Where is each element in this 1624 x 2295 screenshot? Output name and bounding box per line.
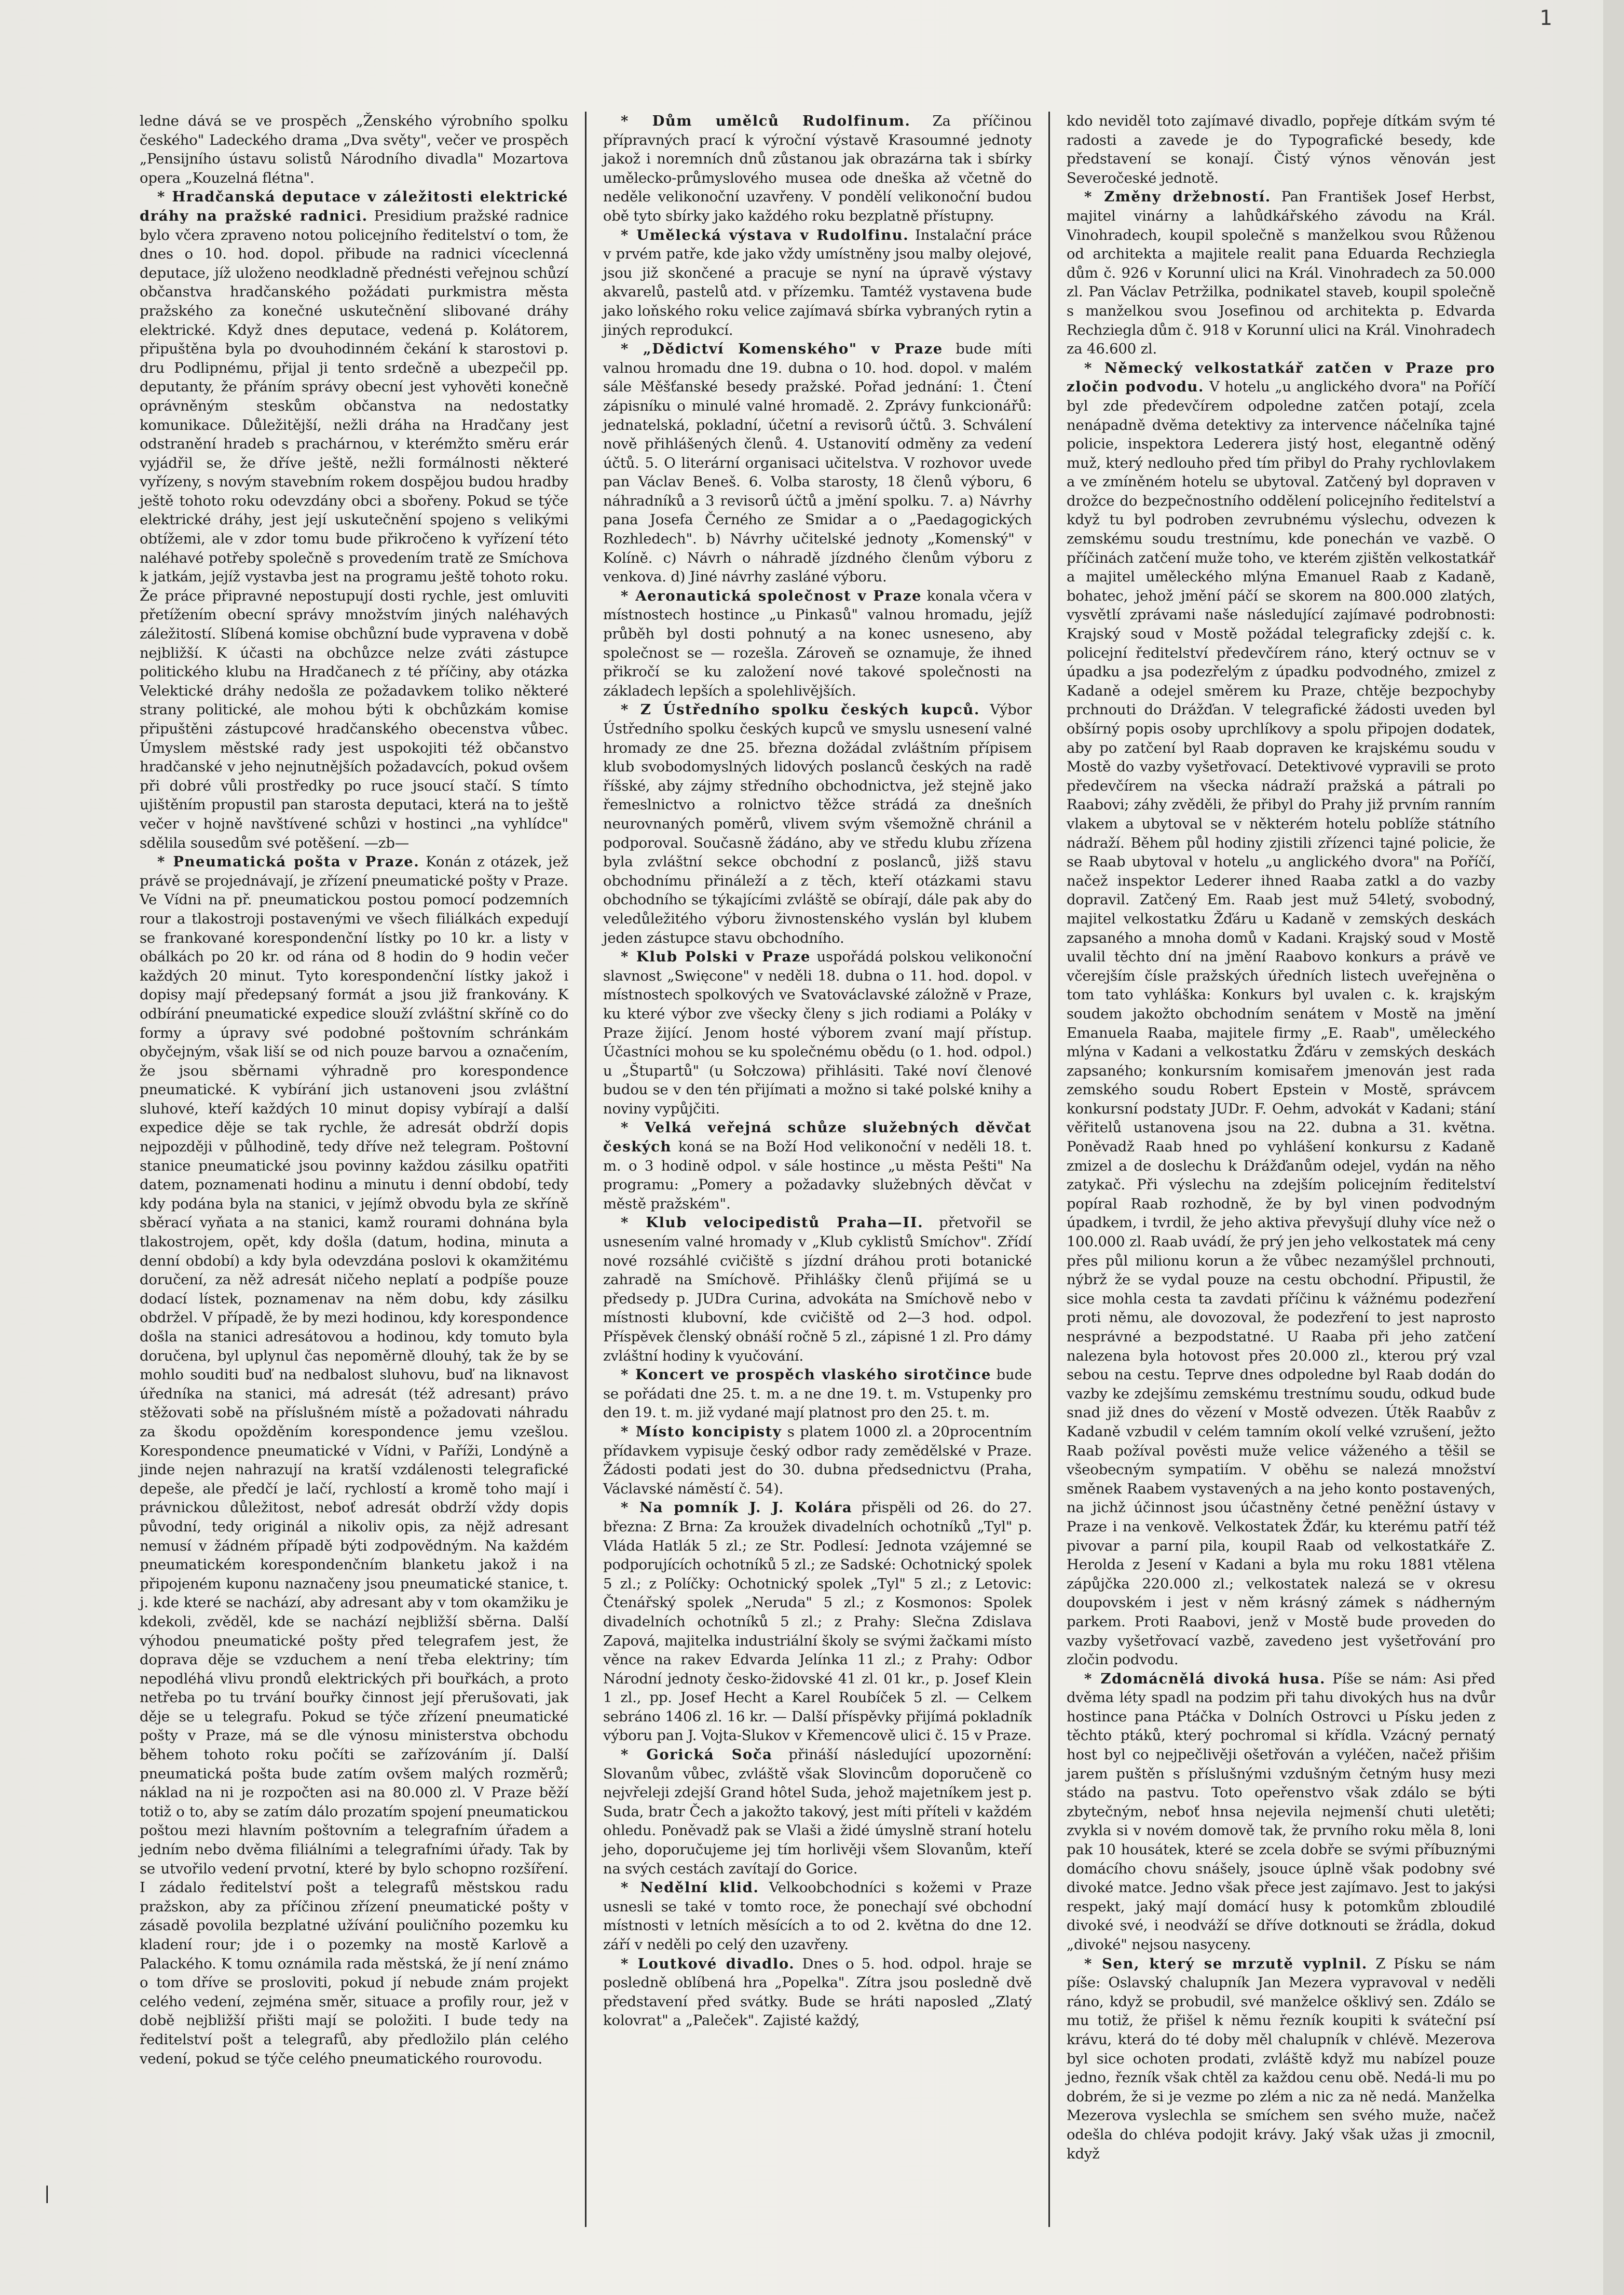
paragraph: * Klub velocipedistů Praha—II. přetvořil se usnesením valné hromady v „Klub cyklistů Smíchov". Zřídí nové rozsáhlé cvičiště s jízdní dráhou proti botanické zahradě na Smíchově. Přihlášky členů přijímá se u předsedy p. JUDra Curina, advokáta na Smíchově nebo v místnosti klubovní, kde cvičiště od 2—3 hod. odpol. Příspěvek členský obnáší ročně 5 zl., zápisné 1 zl. Pro dámy zvláštní hodiny k vyučování. <box>603 1214 1032 1364</box>
paragraph: * Z Ústředního spolku českých kupců. Výbor Ústředního spolku českých kupců ve smyslu usnesení valné hromady ze dne 25. března dožádal zvláštním přípisem klub svobodomyslných lidových poslanců českých na radě říšské, aby zájmy středního obchodnictva, jež stejně jako řemeslnictvo a rolnictvo těžce strádá za dnešních neurovnaných poměrů, vlivem svým všemožně chránil a podporoval. Současně žádáno, aby ve středu klubu zřízena byla zvláštní sekce obchodní z poslanců, jižš stavu obchodnímu přináleží a z těch, kteří otázkami stavu obchodního se týkajícími zvláště se obírají, dále pak aby do veledůležitého výboru živnostenského vyslán byl klubem jeden zástupce stavu obchodního. <box>603 701 1032 946</box>
paragraph: * Aeronautická společnost v Praze konala včera v místnostech hostince „u Pinkasů" valnou hromadu, jejíž průběh byl dosti pohnutý a na konec usneseno, aby společnost se — rozešla. Zároveň se oznamuje, že ihned přikročí se ku založení nové takové společnosti na základech lepších a spolehlivějších. <box>603 587 1032 699</box>
paragraph: * Změny držebností. Pan František Josef Herbst, majitel vinárny a lahůdkářského závodu na Král. Vinohradech, koupil společně s manželkou svou Růženou od architekta a majitele realit pana Eduarda Rechziegla dům č. 926 v Korunní ulici na Král. Vinohradech za 50.000 zl. Pan Václav Petržilka, podnikatel staveb, koupil společně s manželkou svou Josefinou od architekta p. Edvarda Rechziegla dům č. 918 v Korunní ulici na Král. Vinohradech za 46.600 zl. <box>1067 188 1495 358</box>
paragraph: * Zdomácnělá divoká husa. Píše se nám: Asi před dvěma léty spadl na podzim při tahu divokých hus na dvůr hostince pana Ptáčka v Dolních Ostrovci u Písku jeden z těchto ptáků, který pochromal si křídla. Vzácný pernatý host byl co nejpečlivěji ošetřován a vyléčen, načež přišim jarem puštěn s příslušnými vzdušným četným husy mezi stádo na pastvu. Toto opeřenstvo však zdálo se býti zbytečným, neboť hnsa nejevila nejmenší chuti uletěti; zvykla si v novém domově tak, že prvního roku měla 8, loni pak 10 housátek, které se zcela dobře se svými příbuznými domácího chovu snášely, jsouce úplně však podobny své divoké matce. Jedno však přece jest zajímavo. Jest to jakýsi respekt, jaký mají domácí husy k potomkům zbloudilé divoké své, i neodváží se dříve dotknouti se žrádla, dokud „divoké" nejsou nasyceny. <box>1067 1670 1495 1953</box>
column-3 <box>1059 112 1503 2227</box>
paragraph: * Loutkové divadlo. Dnes o 5. hod. odpol. hraje se posledně oblíbená hra „Popelka". Zítra jsou posledně dvě představení před svátky. Bude se hráti naposled „Zlatý kolovrat" a „Paleček". Zajisté každý, <box>603 1955 1032 2029</box>
paragraph: * Klub Polski v Praze uspořádá polskou velikonoční slavnost „Swięcone" v neděli 18. dubna o 11. hod. dopol. v místnostech spolkových ve Svatováclavské záložně v Praze, ku které výbor zve všecky členy s jich rodiami a Poláky v Praze žijící. Jenom hosté výborem zvaní mají přístup. Účastníci mohou se ku společnému obědu (o 1. hod. odpol.) u „Štupartů" (u Sołczowa) přihlásiti. Také noví členové budou se v den tén přijímati a možno si také polské knihy a noviny vypůjčiti. <box>603 948 1032 1117</box>
article-heading: * Sen, který se mrzutě vyplnil. <box>1084 1955 1368 1972</box>
corner-mark: 1 <box>1539 6 1552 30</box>
article-heading: * Klub Polski v Praze <box>621 948 811 966</box>
paragraph: * Na pomník J. J. Kolára přispěli od 26. do 27. března: Z Brna: Za kroužek divadelních ochotníků „Tyl" p. Vláda Hatlák 5 zl.; ze Str. Podlesí: Jednota vzájemné se podporujících ochotníků 5 zl.; ze Sadské: Ochotnický spolek 5 zl.; z Políčky: Ochotnický spolek „Tyl" 5 zl.; z Letovic: Čtenářský spolek „Neruda" 5 zl.; z Kosmonos: Spolek divadelních ochotníků 5 zl.; z Prahy: Slečna Zdislava Zapová, majitelka industriální školy se svými žačkami místo věnce na rakev Edvarda Jelínka 11 zl.; z Prahy: Odbor Národní jednoty česko-židovské 41 zl. 01 kr., p. Josef Klein 1 zl., pp. Josef Hecht a Karel Roubíček 5 zl. — Celkem sebráno 1406 zl. 16 kr. — Další příspěvky přijímá pokladník výboru pan J. Vojta-Slukov v Křemencově ulici č. 15 v Praze. <box>603 1499 1032 1744</box>
paragraph: * Dům umělců Rudolfinum. Za příčinou přípravných prací k výroční výstavě Krasoumné jednoty jakož i noremních dnů zůstanou jak obrazárna tak i sbírky umělecko-průmyslového musea ode dneška až včetně do neděle velikonoční uzavřeny. V pondělí velikonoční budou obě tyto sbírky jako každého roku bezplatně přístupny. <box>603 113 1032 224</box>
article-heading: * Klub velocipedistů Praha—II. <box>621 1214 924 1231</box>
text-columns <box>132 112 1503 2227</box>
paragraph: * Pneumatická pošta v Praze. Konán z otázek, jež právě se projednávají, je zřízení pneumatické pošty v Praze. Ve Vídni na př. pneumatickou postou pomocí podzemních rour a tlakostroji postavenými ve všech filiálkách expedují se frankované korespondenční lístky po 10 kr. a listy v obálkách po 20 kr. od rána od 8 hodin do 9 hodin večer každých 20 minut. Tyto korespondenční lístky jakož i dopisy mají předepsaný formát a jsou již frankovány. K odbírání pneumatické expedice slouží zvláštní skříně co do formy a úpravy své podobné poštovním schránkám obyčejným, však liší se od nich pouze barvou a označením, že jsou sběrnami výhradně pro korespondence pneumatické. K vybírání jich ustanoveni jsou zvláštní sluhové, kteří každých 10 minut dopisy vybírají a další expedice děje se tak rychle, že adresát obdrží dopis nejpozději v půlhodině, tedy dříve než telegram. Poštovní stanice pneumatické jsou povinny každou zásilku opatřiti datem, poznamenati hodinu a minutu i denní období, tedy kdy podána byla na stanici, v jejímž obvodu byla ze skříně sběrací vyňata a na stanici, kamž rourami dohnána byla tlakostrojem, opět, kdy došla (datum, hodina, minuta a denní období) a kdy byla odevzdána poslovi k okamžitému doručení, za něž adresát ničeho neplatí a podpíše pouze dodací lístek, poznamenav na něm dobu, kdy zásilku obdržel. V případě, že by mezi hodinou, kdy korespondence došla na stanici adresátovou a hodinou, kdy tomuto byla doručena, byl uplynul čas nepoměrně dlouhý, tak že by se mohlo souditi buď na nedbalost sluhovu, buď na liknavost úředníka na stanici, má adresát (též adresant) právo stěžovati sobě na příslušném místě a požadovati náhradu za škodu opožděním korespondence jemu vzešlou. Korespondence pneumatické v Vídni, v Paříži, Londýně a jinde nejen nahrazují na kratší vzdálenosti telegrafické depeše, ale předčí je lačí, rychlostí a kromě toho mají i právnickou důležitost, neboť adresát obdrží vždy dopis původní, tedy originál a nikoliv opis, za nějž adresant nemusí v žádném případě býti zodpovědným. Na každém pneumatickém korespondenčním blanketu jakož i na připojeném kuponu naznačeny jsou pneumatické stanice, t. j. kde které se nachází, aby adresant aby v tom okamžiku je kdekoli, zvěděl, kde se nachází nejbližší sběrna. Další výhodou pneumatické pošty před telegrafem jest, že doprava děje se vzduchem a není třeba elektriny; tím nepodléhá vlivu prondů elektrických při bouřkách, a proto netřeba po tu trvání bouřky činnost její přerušovati, jak děje se u telegrafu. Pokud se týče zřízení pneumatické pošty v Praze, má se dle výnosu ministerstva obchodu během tohoto roku počíti se zařízováním jí. Další pneumatická pošta bude zatím ovšem malých rozměrů; náklad na ni je rozpočten asi na 80.000 zl. V Praze běží totiž o to, aby se zatím dálo prozatím spojení pneumatickou poštou mezi hlavním poštovním a telegrafním úřadem a jedním nebo dvěma filiálními a telegrafními úřady. Tak by se utvořilo vedení prvotní, které by bylo schopno rozšíření. I zádalo ředitelství pošt a telegrafů městskou radu pražskon, aby za příčinou zřízení pneumatické pošty v zásadě povolila bezplatné užívání pouličního pozemku ku kladení rour; jde i o pozemky na mostě Karlově a Palackého. K tomu oznámila rada městská, že jí není známo o tom dříve se prosloviti, pokud jí nebude znám projekt celého vedení, zejména směr, situace a profily rour, jež v době nejbližší přišti mají se položiti. I bude tedy na ředitelství pošt a telegrafů, aby předložilo plán celého vedení, pokud se týče celého pneumatického rourovodu. <box>140 853 568 2067</box>
paragraph: * Umělecká výstava v Rudolfinu. Instalační práce v prvém patře, kde jako vždy umístněny jsou malby olejové, jsou již skončené a pracuje se nyní na úpravě výstavy akvarelů, pastelů atd. v přízemku. Tamtéž vystavena bude jako loňského roku velice zajímavá sbírka vybraných rytin a jiných reprodukcí. <box>603 226 1032 338</box>
column-rule <box>1048 112 1050 2227</box>
article-heading: * Umělecká výstava v Rudolfinu. <box>621 226 909 243</box>
paragraph: * Sen, který se mrzutě vyplnil. Z Písku se nám píše: Oslavský chalupník Jan Mezera vypravoval v neděli ráno, když se probudil, své manželce ošklivý sen. Zdálo se mu totiž, že přišel k němu řezník koupiti k sváteční psí krávu, která do té doby měl chalupník v chlévě. Mezerova byl sice ochoten prodati, zvláště když mu nabízel pouze jedno, řezník však chtěl za každou cenu obě. Nedá-li mu po dobrém, že si je vezme po zlém a nic za ně nedá. Manželka Mezerova vyslechla se smíchem sen svého muže, načež odešla do chléva podojit krávy. Jaký však užas ji zmocnil, když <box>1067 1955 1495 2162</box>
paragraph: * Hradčanská deputace v záležitosti elektrické dráhy na pražské radnici. Presidium pražské radnice bylo včera zpraveno notou policejního ředitelství o tom, že dnes o 10. hod. dopol. přibude na radnici víceclenná deputace, jíž uloženo neodkladně přednésti veřejnou schůzí občanstva hradčanského požádati purkmistra města pražského za konečné uskutečnění slibované dráhy elektrické. Když dnes deputace, vedená p. Kolátorem, připuštěna byla po dvouhodinném čekání k starostovi p. dru Podlipnému, přijal ji tento srdečně a ubezpečil pp. deputanty, že přáním správy obecní jest vyhověti konečně oprávněným steskům občanstva na nedostatky komunikace. Důležitější, nežli dráha na Hradčany jest odstranění hradeb s prachárnou, v kterémžto směru erár vyjádřil se, že dříve ještě, nežli formálnosti některé vyřízeny, s novým stavebním rokem dospějou budou hradby ještě tohoto roku odevzdány obci a sbořeny. Pokud se týče elektrické dráhy, jest její uskutečnění spojeno s velikými obtížemi, ale v zdor tomu bude přikročeno k vyřízení této naléhavé potřeby společně s provedením tratě ze Smíchova k jatkám, jejíž vystavba jest na programu ještě tohoto roku. Že práce připravné nepostupují dosti rychle, jest omluviti přetížením obecní správy množstvím jiných naléhavých záležitostí. Slíbená komise obchůzní bude vypravena v době nejbližší. K účasti na obchůzce nelze zváti zástupce politického klubu na Hradčanech z té příčiny, aby otázka Velektické dráhy nedošla ze požadavkem toliko některé strany politické, ale mohou býti k obchůzkám komise připuštěni zástupcové hradčanského obecenstva vůbec. Úmyslem městské rady jest uspokojiti též občanstvo hradčanské v jeho nejnutnějších požadavcích, pokud ovšem při dobré vůli prostředky po ruce jsoucí stačí. S tímto ujištěním propustil pan starosta deputaci, která na to ještě večer v hojně navštívené schůzi v hostinci „na vyhlídce" sdělila sousedům své potěšení. —zb— <box>140 188 568 851</box>
article-heading: * Dům umělců Rudolfinum. <box>621 113 911 129</box>
article-heading: * Zdomácnělá divoká husa. <box>1084 1670 1326 1687</box>
article-heading: * Místo koncipisty <box>621 1423 782 1440</box>
article-heading: * Aeronautická společnost v Praze <box>621 587 922 604</box>
article-heading: * Koncert ve prospěch vlaského sirotčince <box>621 1366 991 1383</box>
paragraph: kdo neviděl toto zajímavé divadlo, popřeje dítkám svým té radosti a zavede je do Typografické besedy, kde představení se konají. Čistý výnos věnován jest Severočeské jednotě. <box>1067 113 1495 186</box>
article-heading: * Nedělní klid. <box>621 1879 759 1896</box>
article-heading: * Loutkové divadlo. <box>621 1955 795 1972</box>
paragraph: * Nedělní klid. Velkoobchodníci s kožemi v Praze usnesli se také v tomto roce, že ponechají své obchodní místnosti v letních měsících a to od 2. května do dne 12. září v neděli po celý den uzavřeny. <box>603 1879 1032 1953</box>
article-heading: * „Dědictví Komenského" v Praze <box>621 341 943 358</box>
paragraph: ledne dává se ve prospěch „Ženského výrobního spolku českého" Ladeckého drama „Dva světy", večer ve prospěch „Pensijního ústavu solistů Národního divadla" Mozartova opera „Kouzelná flétna". <box>140 113 568 186</box>
paragraph: * Gorická Soča přináší následující upozornění: Slovanům vůbec, zvláště však Slovincům doporučeně co nejvřeleji zdejší Grand hôtel Suda, jehož majetníkem jest p. Suda, bratr Čech a jakožto takový, jest míti příteli v každém ohledu. Poněvadž pak se Vlaši a židé úmyslně straní hotelu jeho, doporučujeme jej tím horlivěji všem Slovanům, kteří na svých cestách zavítají do Gorice. <box>603 1746 1032 1877</box>
article-heading: * Z Ústředního spolku českých kupců. <box>621 701 980 718</box>
article-heading: * Hradčanská deputace v záležitosti elektrické dráhy na pražské radnici. <box>140 188 568 224</box>
article-heading: * Změny držebností. <box>1084 188 1271 206</box>
column-rule <box>585 112 586 2227</box>
page-edge-shadow <box>1603 0 1624 2295</box>
article-heading: * Na pomník J. J. Kolára <box>621 1499 853 1516</box>
paragraph: * Velká veřejná schůze služebných děvčat českých koná se na Boží Hod velikonoční v neděli 18. t. m. o 3 hodině odpol. v sále hostince „u města Pešti" Na programu: „Pomery a požadavky služebných děvčat v městě pražském". <box>603 1119 1032 1212</box>
paragraph: * Německý velkostatkář zatčen v Praze pro zločin podvodu. V hotelu „u anglického dvora" na Poříčí byl zde předevčírem odpoledne zatčen potají, zcela nenápadně dvěma detektivy za intervence náčelníka tajné policie, inspektora Lederera jistý host, elegantně oděný muž, který nedlouho před tím přibyl do Prahy rychlovlakem a ve zmíněném hotelu se ubytoval. Zatčený byl dopraven v drožce do bezpečnostního oddělení policejního ředitelství a když tu byl podroben zevrubnému výslechu, odvezen k zemskému soudu trestnímu, kde ponechán ve vazbě. O příčinách zatčení muže toho, ve kterém zjištěn velkostatkář a majitel uměleckého mlýna Emanuel Raab z Kadaně, bohatec, jehož jmění páčí se skorem na 800.000 zlatých, vysvětlí zprávami naše následující zajímavé podrobnosti: Krajský soud v Mostě požádal telegraficky zdejší c. k. policejní ředitelství předevčírem ráno, který octnuv se v úpadku a jsa podezřelým z úpadku podvodného, zmizel z Kadaně a odejel směrem ku Praze, chtěje bezpochyby prchnouti do Drážďan. V telegrafické žádosti uveden byl obšírný popis osoby uprchlíkovy a spolu připojen dodatek, aby po zatčení byl Raab dopraven ke krajskému soudu v Mostě do vazby vyšetřovací. Detektivové vypravili se proto předevčírem na všecka nádraží pražská a pátrali po Raabovi; záhy zvěděli, že přibyl do Prahy již prvním ranním vlakem a ubytoval se v některém hotelu poblíže státního nádraží. Během půl hodiny zjistili zřízenci tajné policie, že se Raab ubytoval v hotelu „u anglického dvora" na Poříčí, načež inspektor Lederer ihned Raaba zatkl a do vazby dopravil. Zatčený Em. Raab jest muž 54letý, svobodný, majitel velkostatku Žďáru u Kadaně v zemských deskách zapsaného a mnoha domů v Kadani. Krajský soud v Mostě uvalil těchto dní na jmění Raabovo konkurs a právě ve včerejším čísle pražských úředních listech uveřejněna o tom tato vyhláška: Konkurs byl uvalen c. k. krajským soudem jakožto obchodním senátem v Mostě na jmění Emanuela Raaba, majitele firmy „E. Raab", uměleckého mlýna v Kadani a velkostatku Žďáru v zemských deskách zapsaného; konkursním komisařem jmenován jest rada zemského soudu Robert Epstein v Mostě, správcem konkursní podstaty JUDr. F. Oehm, advokát v Kadani; stání věřitelů ustanovena jsou na 22. dubna a 31. května. Poněvadž Raab hned po vyhlášení konkursu z Kadaně zmizel a de doslechu k Drážďanům odejel, vydán na něho zatykač. Při výslechu na zdejším policejním ředitelství popíral Raab rozhodně, že by byl vinen podvodným úpadkem, i tvrdil, že jeho aktiva převyšují dluhy více než o 100.000 zl. Raab uvádí, že prý jen jeho velkostatek má ceny přes půl milionu korun a že vůbec nezamýšlel prchnouti, nýbrž že se vydal pouze na cestu obchodní. Připustil, že sice mohla cesta ta zavdati příčinu k vážnému podezření proti němu, ale dovozoval, že podezření to jest naprosto nesprávné a bezpodstatné. U Raaba při jeho zatčení nalezena byla hotovost přes 20.000 zl., kterou prý vzal sebou na cestu. Teprve dnes odpoledne byl Raab dodán do vazby ke zdejšímu zemskému trestnímu soudu, odkud bude snad již dnes do vězení v Mostě odvezen. Útěk Raabův z Kadaně vzbudil v celém tamním okolí velké vzrušení, ježto Raab požíval pověsti muže velice váženého a těšil se všeobecným sympatiím. V oběhu se nalezá množství směnek Raabem vystavených a na jeho konto postavených, na jichž účinnost jsou účastněny četné peněžní ústavy v Praze i na venkově. Velkostatek Žďár, ku kterému patří též pivovar a parní pila, koupil Raab od velkostatkáře Z. Herolda z Jesení v Kadani a byla mu roku 1881 vtělena zápůjčka 220.000 zl.; velkostatek nalezá se v okresu doupovském i jest v něm krásný zámek s nádherným parkem. Proti Raabovi, jenž v Mostě bude proveden do vazby vyšetřovací vazbě, zavedeno jest vyšetřování pro zločin podvodu. <box>1067 359 1495 1668</box>
column-2 <box>596 112 1039 2227</box>
paragraph: * Místo koncipisty s platem 1000 zl. a 20procentním přídavkem vypisuje český odbor rady zemědělské v Praze. Žádosti podati jest do 30. dubna předsednictvu (Praha, Václavské náměstí č. 54). <box>603 1423 1032 1497</box>
paragraph: * „Dědictví Komenského" v Praze bude míti valnou hromadu dne 19. dubna o 10. hod. dopol. v malém sále Měšťanské besedy pražské. Pořad jednání: 1. Čtení zápisníku o minulé valné hromadě. 2. Zprávy funkcionářů: jednatelská, pokladní, účetní a revisorů účtů. 3. Schválení nově přihlášených členů. 4. Ustanovití odměny za vedení účtů. 5. O literární organisaci učitelstva. V rozhovor uvede pan Václav Beneš. 6. Volba starosty, 18 členů výboru, 6 náhradníků a 3 revisorů účtů a jmění spolku. 7. a) Návrhy pana Josefa Černého ze Smidar a o „Paedagogických Rozhledech". b) Návrhy učitelské jednoty „Komenský" v Kolíně. c) Návrh o náhradě jízdného členům výboru z venkova. d) Jiné návrhy zasláné výboru. <box>603 341 1032 586</box>
paragraph: * Koncert ve prospěch vlaského sirotčince bude se pořádati dne 25. t. m. a ne dne 19. t. m. Vstupenky pro den 19. t. m. již vydané mají platnost pro den 25. t. m. <box>603 1366 1032 1421</box>
article-heading: * Velká veřejná schůze služebných děvčat českých <box>603 1119 1032 1156</box>
article-heading: * Německý velkostatkář zatčen v Praze pro zločin podvodu. <box>1067 359 1495 396</box>
article-heading: * Pneumatická pošta v Praze. <box>157 853 420 871</box>
article-heading: * Gorická Soča <box>621 1746 773 1763</box>
margin-mark: | <box>44 2183 50 2204</box>
column-1 <box>132 112 576 2227</box>
